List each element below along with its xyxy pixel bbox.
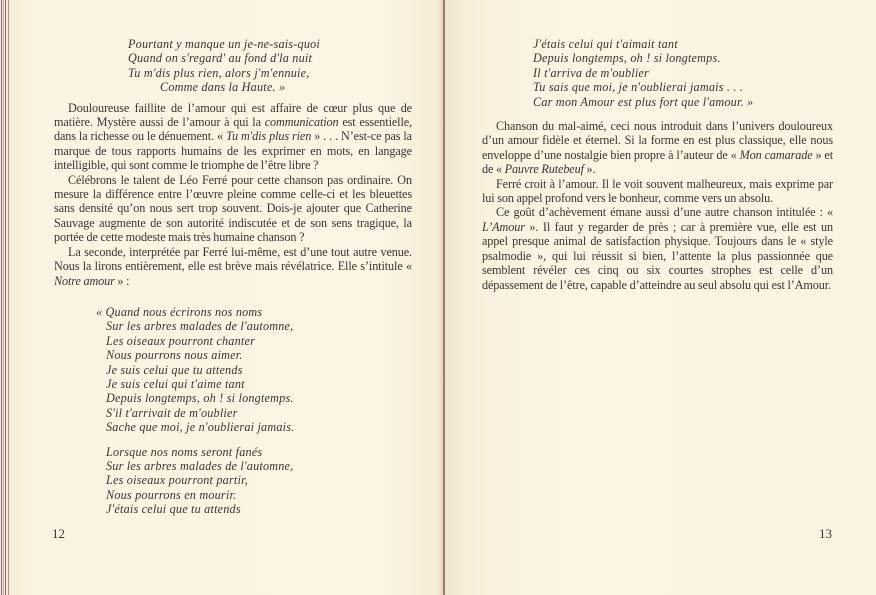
- verse-line: Quand on s'regard' au fond d'la nuit: [128, 51, 313, 66]
- verse-line: Pourtant y manque un je-ne-sais-quoi: [128, 37, 321, 51]
- verse-line: Je suis celui qui t'aime tant: [106, 376, 245, 391]
- text-run: » :: [114, 273, 130, 288]
- verse-line: Sache que moi, je n'oublierai jamais.: [106, 420, 295, 435]
- verse-line: Depuis longtemps, oh ! si longtemps.: [106, 391, 294, 406]
- paragraph: Ferré croit à l’amour. Il le voit souvent malheureux, mais exprime par lui son appel profond vers le bonheur, comme vers un absolu.: [482, 176, 833, 206]
- text-run: Ce goût d’achèvement émane aussi d’une autre chanson intitulée : «: [496, 205, 833, 220]
- left-verse-stanza-1: [96, 305, 412, 435]
- text-run: Douloureuse faillite de l’amour qui est affaire de cœur plus que de matière. Mystère aussi de l’amour à qui la: [54, 100, 412, 130]
- verse-line: S'il t'arrivait de m'oublier: [106, 405, 238, 420]
- verse-line: Je suis celui que tu attends: [106, 362, 243, 377]
- edge-line: [1, 0, 2, 595]
- verse-line: Nous pourrons en mourir.: [106, 487, 237, 502]
- paragraph: Célébrons le talent de Léo Ferré pour cette chanson pas ordinaire. On mesure la différence entre l’œuvre pleine comme celle-ci et les bleuettes sans densité qu’on nous sert trop souvent. Dois-je ajouter que Catherine Sauvage augmente de son autorité indiscutée et de son sens tragique, la portée de cette modeste mais très humaine chanson ?: [54, 172, 412, 245]
- italic-run: Tu m'dis plus rien: [225, 129, 312, 144]
- verse-line: Depuis longtemps, oh ! si longtemps.: [533, 51, 721, 66]
- text-run: » . . . N’est-ce pas la marque de tous rapports humains de les exprimer en mots, en langage intelligible, qui sont comme le triomphe de l’être libre ?: [54, 129, 412, 173]
- page-number-left: 12: [52, 526, 65, 541]
- left-page-text: [54, 37, 412, 517]
- text-run: Chanson du mal-aimé, ceci nous introduit dans l’univers douloureux d’un amour fidèle et éternel. Si la forme en est plus classique, elle nous enveloppe d’une nostalgie bien propre à l’auteur de «: [482, 119, 833, 162]
- book-gutter: [443, 0, 445, 595]
- paragraph: [482, 119, 833, 177]
- verse-line: Sur les arbres malades de l'automne,: [106, 319, 294, 334]
- text-run: ».: [583, 162, 596, 177]
- italic-run: communication: [264, 115, 339, 130]
- verse-line: Les oiseaux pourront partir,: [106, 473, 248, 488]
- text-run: La seconde, interprétée par Ferré lui-même, est d’une tout autre venue. Nous la lirons entièrement, elle est brève mais révélatrice. Elle s’intitule «: [54, 244, 412, 274]
- verse-line: Tu sais que moi, je n'oublierai jamais . . .: [533, 80, 744, 95]
- right-body-text: [482, 119, 833, 292]
- verse-line: Les oiseaux pourront chanter: [106, 333, 256, 348]
- verse-line: Il t'arriva de m'oublier: [533, 65, 649, 80]
- verse-line: Nous pourrons nous aimer.: [106, 348, 243, 363]
- left-verse-top: [128, 37, 412, 95]
- text-run: ». Il faut y regarder de près ; car à première vue, elle est un appel presque animal de satisfaction physique. Toujours dans le « style psalmodie », qui lui réussit si bien, l’attente la plus passionnée que semblent révéler ces cinq ou six courtes strophes est celle d’un dépassement de l’être, capable d’atteindre au seul absolu qui est l’Amour.: [482, 219, 833, 292]
- italic-run: Mon camarade: [739, 147, 813, 162]
- verse-line: Sur les arbres malades de l'automne,: [106, 458, 294, 473]
- edge-line: [3, 0, 4, 595]
- right-page-text: [482, 37, 833, 292]
- edge-line: [5, 0, 6, 595]
- page-number-right: 13: [819, 526, 832, 541]
- italic-run: Notre amour: [54, 273, 115, 288]
- italic-run: L’Amour: [482, 219, 525, 234]
- left-verse-stanza-2: [106, 445, 412, 517]
- verse-line: Comme dans la Haute. »: [160, 80, 286, 95]
- italic-run: Pauvre Rutebeuf: [504, 162, 584, 177]
- text-run: est essentielle, dans la richesse ou le dénuement. «: [54, 115, 413, 144]
- page-edge-lines: [0, 0, 10, 595]
- left-body-text: [54, 101, 412, 288]
- verse-line: Car mon Amour est plus fort que l'amour. »: [533, 94, 754, 109]
- verse-line: J'étais celui que tu attends: [106, 502, 241, 517]
- edge-line: [8, 0, 9, 595]
- right-verse-top: [533, 37, 833, 109]
- verse-line: J'étais celui qui t'aimait tant: [533, 37, 678, 51]
- text-run: » et de «: [482, 147, 834, 177]
- verse-line: Lorsque nos noms seront fanés: [106, 444, 263, 459]
- paragraph: [482, 205, 833, 291]
- paragraph: [54, 245, 412, 288]
- verse-line: « Quand nous écrirons nos noms: [96, 304, 263, 319]
- verse-line: Tu m'dis plus rien, alors j'm'ennuie,: [128, 65, 310, 80]
- paragraph: [54, 101, 412, 173]
